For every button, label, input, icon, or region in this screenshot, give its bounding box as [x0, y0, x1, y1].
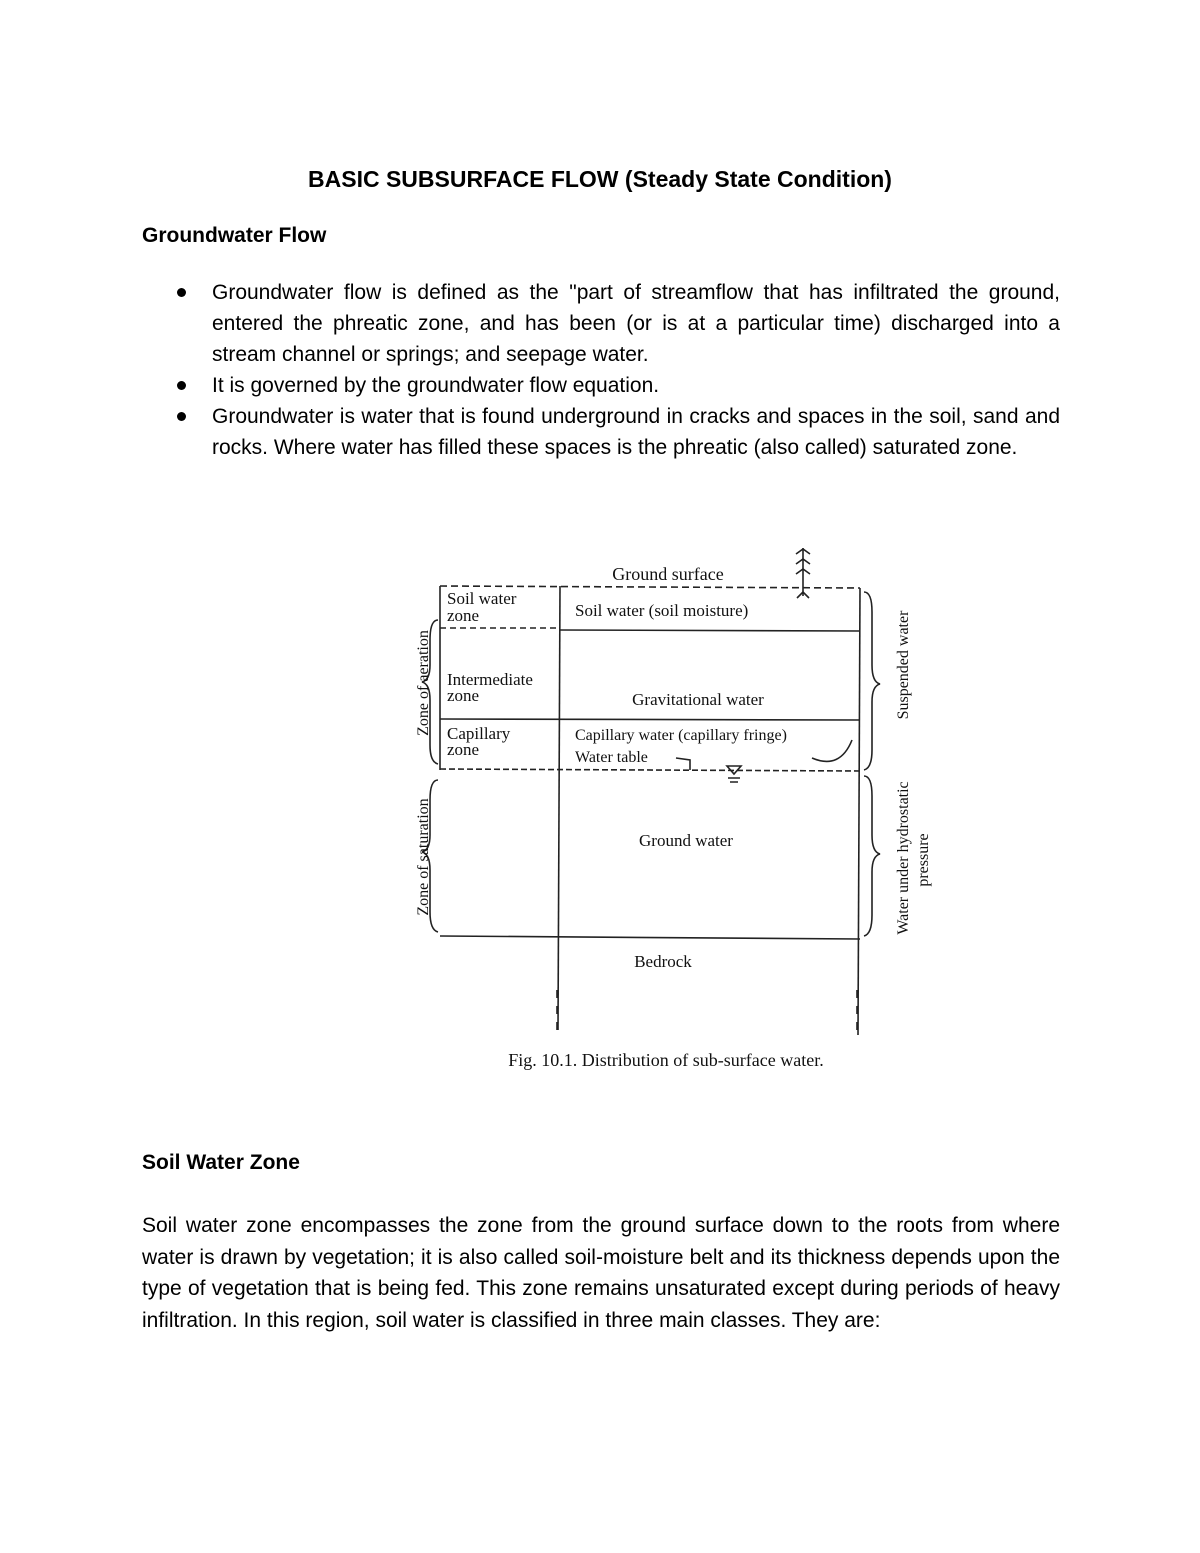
- divider-capillary-line: [440, 719, 860, 720]
- capillary-zone-label-2: zone: [447, 740, 480, 759]
- soil-moisture-label: Soil water (soil moisture): [575, 601, 749, 620]
- list-item: [142, 370, 1060, 401]
- bullet-text: Groundwater flow is defined as the "part of streamflow that has infiltrated the ground, entered the phreatic zone, and has been (or is at a particular time) discharged into a stream channel or springs; and seepage water.: [212, 281, 1060, 366]
- list-item: [142, 401, 1060, 463]
- bullet-list: [142, 277, 1060, 463]
- bullet-dot-icon: [177, 412, 186, 421]
- suspended-water-label: Suspended water: [895, 610, 912, 720]
- water-table-label: Water table: [575, 749, 648, 766]
- list-item: [142, 277, 1060, 370]
- section-heading-groundwater-flow: Groundwater Flow: [142, 224, 327, 247]
- intermediate-zone-label: Intermediate: [447, 670, 533, 689]
- soil-water-zone-label-2: zone: [447, 606, 480, 625]
- right-frame-line: [858, 588, 860, 1035]
- suspended-brace: [864, 592, 880, 770]
- capillary-water-label: Capillary water (capillary fringe): [575, 727, 787, 744]
- tree-branches-icon: [796, 549, 810, 598]
- divider-soil-right: [560, 630, 860, 631]
- bullet-dot-icon: [177, 381, 186, 390]
- ground-surface-line: [440, 586, 860, 588]
- figure-caption: Fig. 10.1. Distribution of sub-surface water.: [508, 1050, 824, 1070]
- soil-water-zone-label: Soil water: [447, 589, 517, 608]
- ground-surface-label: Ground surface: [612, 564, 724, 584]
- water-table-symbol-icon: [727, 766, 741, 782]
- ground-water-label: Ground water: [639, 831, 733, 850]
- hydrostatic-brace: [864, 776, 880, 936]
- bedrock-label: Bedrock: [634, 952, 692, 971]
- aeration-brace: [422, 620, 438, 764]
- capillary-arrow-icon: [812, 740, 852, 761]
- zone-of-saturation-label: Zone of saturation: [415, 798, 432, 916]
- center-divider-line: [558, 586, 560, 1030]
- section-heading-soil-water-zone: Soil Water Zone: [142, 1151, 300, 1174]
- saturation-brace: [422, 780, 438, 932]
- soil-water-paragraph: Soil water zone encompasses the zone from the ground surface down to the roots from where water is drawn by vegetation; it is also called soil-moisture belt and its thickness depends upon the type of vegetation that is being fed. This zone remains unsaturated except during periods of heavy infiltration. In this region, soil water is classified in three main classes. They are:: [142, 1214, 1060, 1332]
- capillary-zone-label: Capillary: [447, 724, 511, 743]
- intermediate-zone-label-2: zone: [447, 686, 480, 705]
- water-table-arrow-icon: [676, 758, 690, 770]
- bullet-text: It is governed by the groundwater flow equation.: [212, 374, 660, 397]
- page-title: BASIC SUBSURFACE FLOW (Steady State Condition): [308, 166, 892, 192]
- bedrock-top-line: [440, 936, 860, 939]
- gravitational-water-label: Gravitational water: [632, 690, 764, 709]
- bullet-dot-icon: [177, 288, 186, 297]
- hydrostatic-label: Water under hydrostatic: [895, 781, 912, 935]
- water-table-line: [440, 769, 860, 771]
- zone-of-aeration-label: Zone of aeration: [415, 630, 432, 736]
- bullet-text: Groundwater is water that is found underground in cracks and spaces in the soil, sand and rocks. Where water has filled these spaces is the phreatic (also called) saturated zone.: [212, 405, 1060, 459]
- pressure-label: pressure: [915, 833, 932, 887]
